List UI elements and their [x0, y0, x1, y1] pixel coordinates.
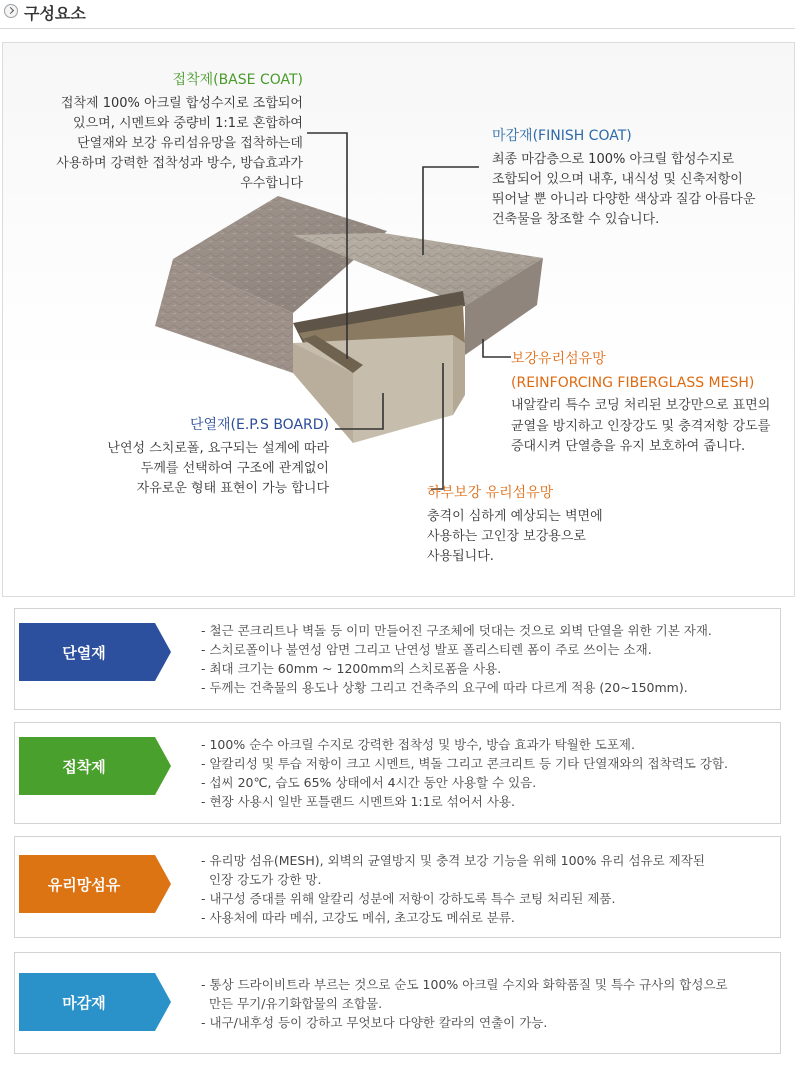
- callout-base-coat: [53, 70, 303, 194]
- finish-coat-line: 뛰어날 뿐 아니라 다양한 색상과 질감 아름다운: [492, 191, 756, 207]
- row-tag-label: 유리망섬유: [47, 876, 121, 894]
- callout-eps-board: [63, 415, 329, 499]
- component-row-finish: [14, 952, 781, 1054]
- eps-line: 자유로운 형태 표현이 가능 합니다: [136, 480, 329, 496]
- mesh-line: 증대시켜 단열층을 유지 보호하여 줍니다.: [511, 438, 746, 454]
- component-row-fiberglass-mesh: [14, 836, 781, 938]
- row-tag: [19, 737, 179, 795]
- description-line: - 알칼리성 및 투습 저항이 크고 시멘트, 벽돌 그리고 콘크리트 등 기타 단열재와의 접착력도 강함.: [201, 756, 728, 771]
- eps-line: 난연성 스치로폴, 요구되는 설계에 따라: [107, 440, 329, 456]
- row-description: [201, 975, 728, 1032]
- description-line: - 철근 콘크리트나 벽돌 등 이미 만들어진 구조체에 덧대는 것으로 외벽 단열을 위한 기본 자재.: [201, 623, 712, 638]
- row-description: [201, 851, 705, 927]
- mesh-subtitle: (REINFORCING FIBERGLASS MESH): [511, 374, 755, 391]
- lower-mesh-line: 사용하는 고인장 보강용으로: [427, 528, 586, 544]
- description-line: - 최대 크기는 60mm ~ 1200mm의 스치로폼을 사용.: [201, 661, 502, 676]
- description-line: - 내구성 증대를 위해 알칼리 성분에 저항이 강하도록 특수 코팅 처리된 제품.: [201, 891, 616, 906]
- base-coat-line: 접착제 100% 아크릴 합성수지로 조합되어: [60, 95, 303, 111]
- description-line: 인장 강도가 강한 망.: [201, 872, 322, 887]
- finish-coat-line: 최종 마감층으로 100% 아크릴 합성수지로: [492, 151, 735, 167]
- description-line: - 유리망 섬유(MESH), 외벽의 균열방지 및 충격 보강 기능을 위해 100% 유리 섬유로 제작된: [201, 853, 705, 868]
- base-coat-line: 우수합니다: [240, 176, 303, 192]
- row-tag-label: 접착제: [62, 758, 106, 776]
- row-description: [201, 621, 712, 697]
- section-title: 구성요소: [24, 4, 86, 23]
- description-line: - 섭씨 20℃, 습도 65% 상태에서 4시간 동안 사용할 수 있음.: [201, 775, 537, 790]
- callout-lower-mesh: [427, 483, 667, 567]
- row-description: [201, 735, 728, 811]
- chevron-right-circle-icon: [4, 4, 18, 18]
- callout-reinforcing-mesh: [511, 349, 791, 457]
- description-line: - 스치로폴이나 불연성 암면 그리고 난연성 발포 폴리스티렌 폼이 주로 쓰이는 소재.: [201, 642, 652, 657]
- base-coat-line: 있으며, 시멘트와 중량비 1:1로 혼합하여: [73, 115, 303, 131]
- lower-mesh-line: 충격이 심하게 예상되는 벽면에: [427, 508, 603, 524]
- lower-mesh-title: 하부보강 유리섬유망: [427, 485, 554, 501]
- components-diagram: [2, 42, 795, 597]
- row-tag: [19, 855, 179, 913]
- row-tag-label: 마감재: [62, 994, 106, 1012]
- eps-line: 두께를 선택하여 구조에 관계없이: [140, 460, 329, 476]
- description-line: 만든 무기/유기화합물의 조합물.: [201, 996, 383, 1011]
- row-tag-label: 단열재: [62, 644, 106, 662]
- row-tag: [19, 623, 179, 681]
- description-line: - 사용처에 따라 메쉬, 고강도 메쉬, 초고강도 메쉬로 분류.: [201, 910, 515, 925]
- description-line: - 100% 순수 아크릴 수지로 강력한 접착성 및 방수, 방습 효과가 탁월한 도포제.: [201, 737, 635, 752]
- base-coat-title: 접착제(BASE COAT): [172, 72, 303, 88]
- eps-title: 단열재(E.P.S BOARD): [189, 417, 329, 433]
- callout-finish-coat: [492, 126, 782, 230]
- section-header: [0, 0, 795, 29]
- mesh-title: 보강유리섬유망: [511, 351, 606, 367]
- base-coat-line: 사용하며 강력한 접착성과 방수, 방습효과가: [56, 156, 303, 172]
- lower-mesh-line: 사용됩니다.: [427, 548, 494, 564]
- component-row-adhesive: [14, 722, 781, 824]
- finish-coat-title: 마감재(FINISH COAT): [492, 128, 632, 144]
- description-line: - 내구/내후성 등이 강하고 무엇보다 다양한 칼라의 연출이 가능.: [201, 1015, 548, 1030]
- description-line: - 두께는 건축물의 용도나 상황 그리고 건축주의 요구에 따라 다르게 적용 (20~150mm).: [201, 680, 688, 695]
- finish-coat-line: 건축물을 창조할 수 있습니다.: [492, 212, 660, 228]
- base-coat-line: 단열재와 보강 유리섬유망을 접착하는데: [77, 135, 303, 151]
- row-tag: [19, 973, 179, 1031]
- mesh-line: 균열을 방지하고 인장강도 및 충격저항 강도를: [511, 418, 771, 434]
- description-line: - 통상 드라이비트라 부르는 것으로 순도 100% 아크릴 수지와 화학품질 및 특수 규사의 합성으로: [201, 977, 728, 992]
- mesh-line: 내알칼리 특수 코딩 처리된 보강만으로 표면의: [511, 398, 771, 414]
- finish-coat-line: 조합되어 있으며 내후, 내식성 및 신축저항이: [492, 171, 743, 187]
- description-line: - 현장 사용시 일반 포틀랜드 시멘트와 1:1로 섞어서 사용.: [201, 794, 515, 809]
- component-row-insulation: [14, 608, 781, 710]
